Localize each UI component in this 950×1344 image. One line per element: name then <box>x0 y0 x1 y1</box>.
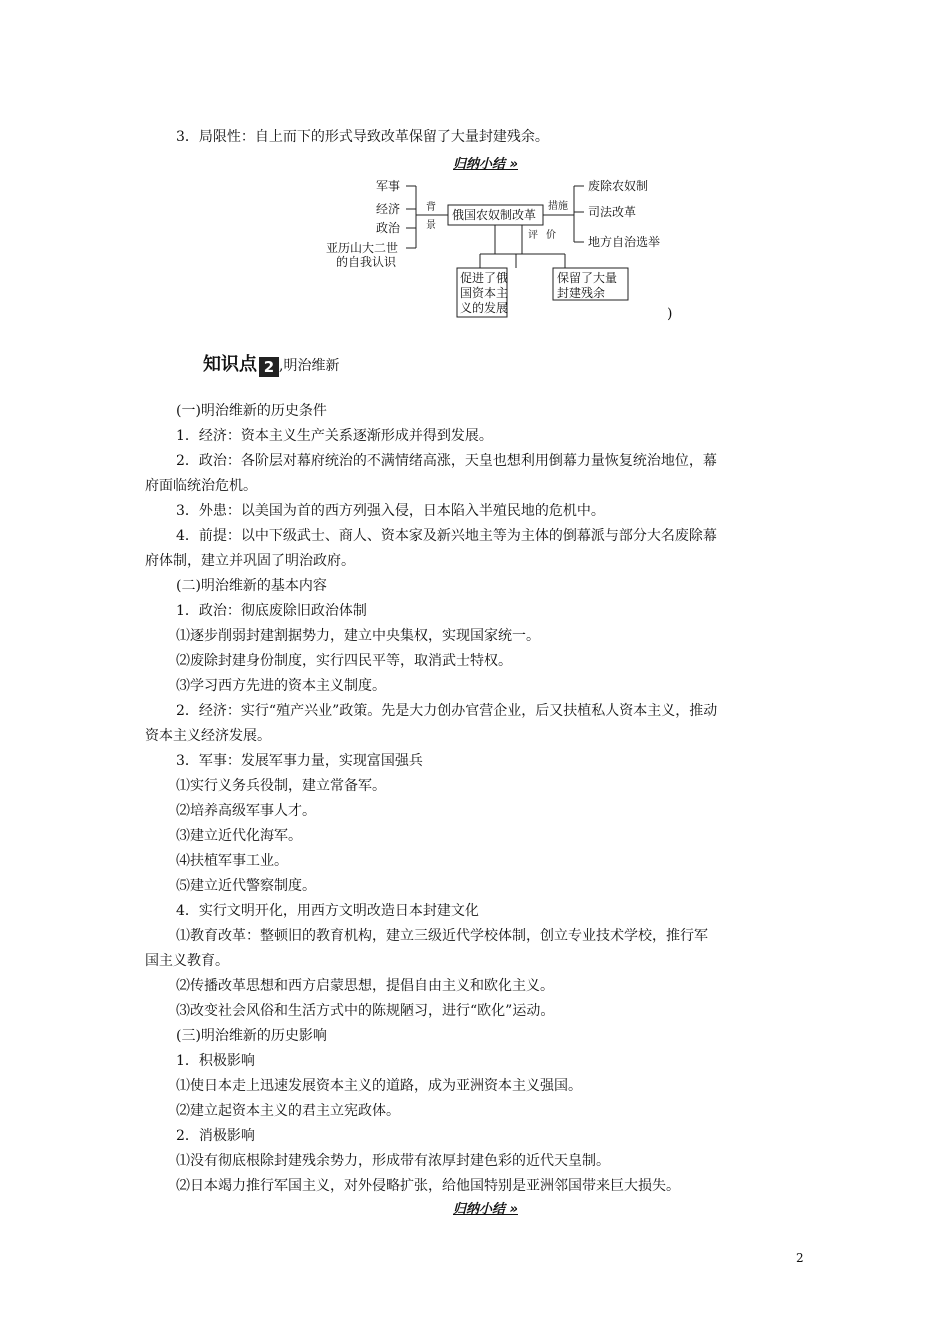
text-line: ⑴实行义务兵役制，建立常备军。 <box>176 778 386 794</box>
center-box-label: 俄国农奴制改革 <box>452 208 537 222</box>
right-item-judicial: 司法改革 <box>588 205 637 219</box>
text-line: 府体制，建立并巩固了明治政府。 <box>145 553 355 569</box>
measures-label: 措施 <box>548 201 568 212</box>
background-label-2: 景 <box>426 220 436 231</box>
text-line: 4．前提：以中下级武士、商人、资本家及新兴地主等为主体的倒幕派与部分大名废除幕 <box>176 528 717 544</box>
text-line: ⑵废除封建身份制度，实行四民平等，取消武士特权。 <box>176 653 512 669</box>
text-line: 1．政治：彻底废除旧政治体制 <box>176 603 367 619</box>
text-line: (二)明治维新的基本内容 <box>176 578 327 594</box>
knowledge-point-prefix: 知识点 <box>203 354 257 375</box>
summary-heading-bottom: 归纳小结 » <box>453 1202 518 1217</box>
text-line: ⑶建立近代化海军。 <box>176 828 302 844</box>
evaluation-label-2: 价 <box>546 230 556 241</box>
left-item-alexander-1: 亚历山大二世 <box>326 241 399 255</box>
text-line: 1．积极影响 <box>176 1053 255 1069</box>
text-line: ⑴逐步削弱封建割据势力，建立中央集权，实现国家统一。 <box>176 628 540 644</box>
closing-paren: ) <box>667 306 673 322</box>
knowledge-point-heading <box>203 350 339 377</box>
eval-box-1-line-1: 促进了俄 <box>460 271 509 285</box>
right-item-zemstvo: 地方自治选举 <box>588 235 661 249</box>
text-line: 2．政治：各阶层对幕府统治的不满情绪高涨，天皇也想利用倒幕力量恢复统治地位，幕 <box>176 453 717 469</box>
left-item-economy: 经济 <box>376 202 401 216</box>
text-line: 资本主义经济发展。 <box>145 728 271 744</box>
eval-box-1-line-3: 义的发展 <box>460 301 509 315</box>
background-label-1: 背 <box>426 202 436 213</box>
left-item-military: 军事 <box>376 179 401 193</box>
text-line: ⑵日本竭力推行军国主义，对外侵略扩张，给他国特别是亚洲邻国带来巨大损失。 <box>176 1178 680 1194</box>
left-item-politics: 政治 <box>376 221 401 235</box>
knowledge-point-title: 明治维新 <box>283 358 340 374</box>
text-line: ⑴教育改革：整顿旧的教育机构，建立三级近代学校体制，创立专业技术学校，推行军 <box>176 928 708 944</box>
page-number: 2 <box>796 1251 804 1265</box>
text-line: 1．经济：资本主义生产关系逐渐形成并得到发展。 <box>176 428 493 444</box>
text-line: (一)明治维新的历史条件 <box>176 403 327 419</box>
reform-concept-diagram <box>320 172 680 322</box>
limitation-line: 3．局限性：自上而下的形式导致改革保留了大量封建残余。 <box>176 129 549 145</box>
summary-heading: 归纳小结 » <box>453 157 518 172</box>
text-line: 国主义教育。 <box>145 953 229 969</box>
knowledge-point-number: 2 <box>259 357 279 377</box>
text-line: ⑵培养高级军事人才。 <box>176 803 316 819</box>
text-line: 3．军事：发展军事力量，实现富国强兵 <box>176 753 423 769</box>
evaluation-label-1: 评 <box>528 230 538 241</box>
text-line: ⑴没有彻底根除封建残余势力，形成带有浓厚封建色彩的近代天皇制。 <box>176 1153 610 1169</box>
text-line: 4．实行文明开化，用西方文明改造日本封建文化 <box>176 903 479 919</box>
knowledge-point-sep: , <box>279 358 284 374</box>
text-line: ⑶改变社会风俗和生活方式中的陈规陋习，进行“欧化”运动。 <box>176 1003 555 1019</box>
text-line: ⑷扶植军事工业。 <box>176 853 288 869</box>
text-line: 3．外患：以美国为首的西方列强入侵，日本陷入半殖民地的危机中。 <box>176 503 605 519</box>
text-line: ⑶学习西方先进的资本主义制度。 <box>176 678 386 694</box>
text-line: ⑵传播改革思想和西方启蒙思想，提倡自由主义和欧化主义。 <box>176 978 554 994</box>
eval-box-2-line-1: 保留了大量 <box>557 271 618 285</box>
text-line: 2．消极影响 <box>176 1128 255 1144</box>
text-line: 2．经济：实行“殖产兴业”政策。先是大力创办官营企业，后又扶植私人资本主义，推动 <box>176 703 718 719</box>
text-line: (三)明治维新的历史影响 <box>176 1028 327 1044</box>
text-line: 府面临统治危机。 <box>145 478 257 494</box>
left-item-alexander-2: 的自我认识 <box>336 255 397 269</box>
text-line: ⑵建立起资本主义的君主立宪政体。 <box>176 1103 400 1119</box>
right-item-abolish: 废除农奴制 <box>588 179 649 193</box>
text-line: ⑸建立近代警察制度。 <box>176 878 316 894</box>
eval-box-2-line-2: 封建残余 <box>557 286 606 300</box>
text-line: ⑴使日本走上迅速发展资本主义的道路，成为亚洲资本主义强国。 <box>176 1078 582 1094</box>
eval-box-1-line-2: 国资本主 <box>460 286 509 300</box>
